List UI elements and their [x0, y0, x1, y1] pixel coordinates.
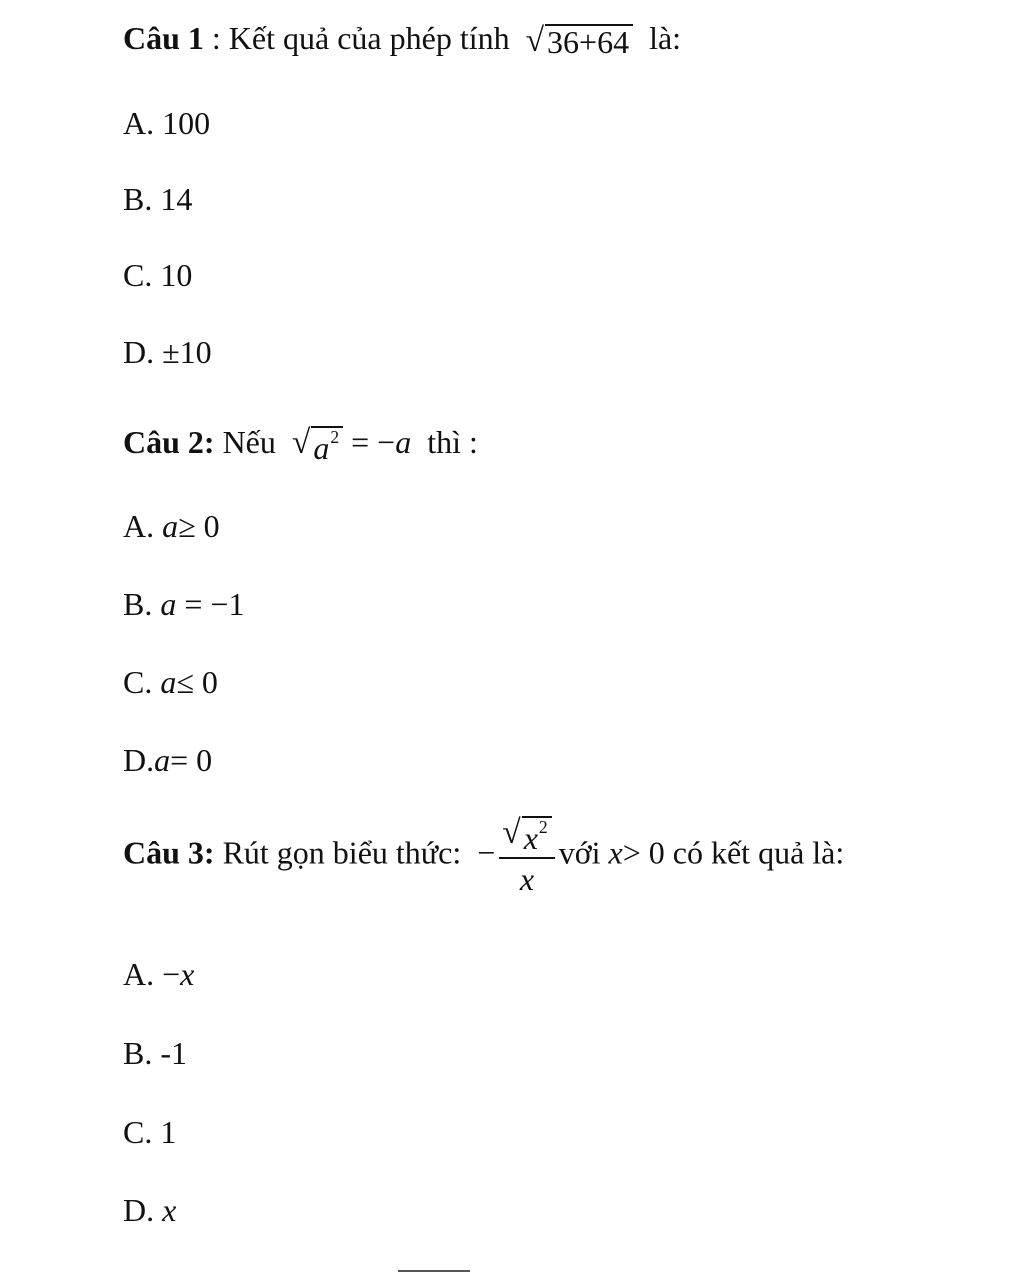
option-letter: C.: [123, 664, 153, 700]
variable: a: [395, 424, 412, 460]
option-relation: ≥ 0: [178, 508, 220, 544]
question-label: Câu 1: [123, 20, 204, 56]
question-3: [123, 814, 844, 898]
option-2a[interactable]: [123, 508, 220, 545]
option-2c[interactable]: [123, 664, 218, 701]
question-text-end: thì :: [427, 424, 478, 460]
question-2: [123, 424, 478, 465]
denominator: x: [519, 861, 535, 898]
question-with: với: [558, 834, 601, 871]
question-text: Nếu: [222, 424, 276, 460]
option-letter: C.: [123, 1114, 153, 1150]
fraction: [499, 814, 554, 898]
square-root: √ $x^2$: [502, 816, 551, 855]
question-text: Kết quả của phép tính: [228, 20, 510, 56]
option-letter: A.: [123, 508, 155, 544]
option-value: 14: [160, 181, 193, 217]
option-3d[interactable]: [123, 1192, 176, 1229]
option-var: x: [180, 956, 195, 992]
square-root: √ $a^2$: [292, 426, 343, 465]
radicand-var: a: [313, 429, 330, 466]
option-var: a: [154, 742, 171, 778]
option-letter: B.: [123, 1035, 153, 1071]
option-1b[interactable]: [123, 181, 192, 218]
radicand-var: x: [523, 819, 538, 856]
option-value: 100: [162, 105, 211, 141]
option-var: a: [160, 664, 177, 700]
option-1d[interactable]: [123, 334, 212, 371]
option-value: 1: [160, 1114, 177, 1150]
option-relation: = −1: [184, 586, 245, 622]
question-label: Câu 3:: [123, 834, 215, 871]
option-var: a: [160, 586, 177, 622]
option-relation: = 0: [170, 742, 213, 778]
option-3b[interactable]: [123, 1035, 187, 1072]
option-letter: D.: [123, 1192, 155, 1228]
option-1c[interactable]: [123, 257, 192, 294]
option-1a[interactable]: [123, 105, 210, 142]
exponent: 2: [330, 426, 340, 447]
equals-minus: = −: [351, 424, 396, 460]
minus-sign: −: [477, 834, 496, 871]
option-var: x: [162, 1192, 177, 1228]
variable: x: [608, 834, 623, 871]
exponent: 2: [538, 816, 548, 837]
option-value: 10: [160, 257, 193, 293]
option-letter: A.: [123, 956, 155, 992]
option-relation: ≤ 0: [176, 664, 218, 700]
option-3c[interactable]: [123, 1114, 176, 1151]
option-2d[interactable]: [123, 742, 212, 779]
question-text: Rút gọn biểu thức:: [222, 834, 462, 871]
question-text-end: là:: [649, 20, 682, 56]
option-2b[interactable]: [123, 586, 244, 623]
option-letter: B.: [123, 181, 153, 217]
question-1: [123, 20, 681, 59]
option-value: −: [162, 956, 181, 992]
option-letter: B.: [123, 586, 153, 622]
option-var: a: [162, 508, 179, 544]
option-value: ±10: [162, 334, 212, 370]
condition: > 0: [622, 834, 665, 871]
question-text-end: có kết quả là:: [672, 834, 845, 871]
square-root: √ 36+64: [526, 24, 633, 60]
question-label: Câu 2:: [123, 424, 215, 460]
option-3a[interactable]: [123, 956, 194, 993]
option-letter: D.: [123, 742, 155, 778]
radicand: 36+64: [545, 24, 633, 60]
option-letter: D.: [123, 334, 155, 370]
option-value: -1: [160, 1035, 187, 1071]
option-letter: A.: [123, 105, 155, 141]
label-separator: :: [203, 20, 229, 56]
option-letter: C.: [123, 257, 153, 293]
